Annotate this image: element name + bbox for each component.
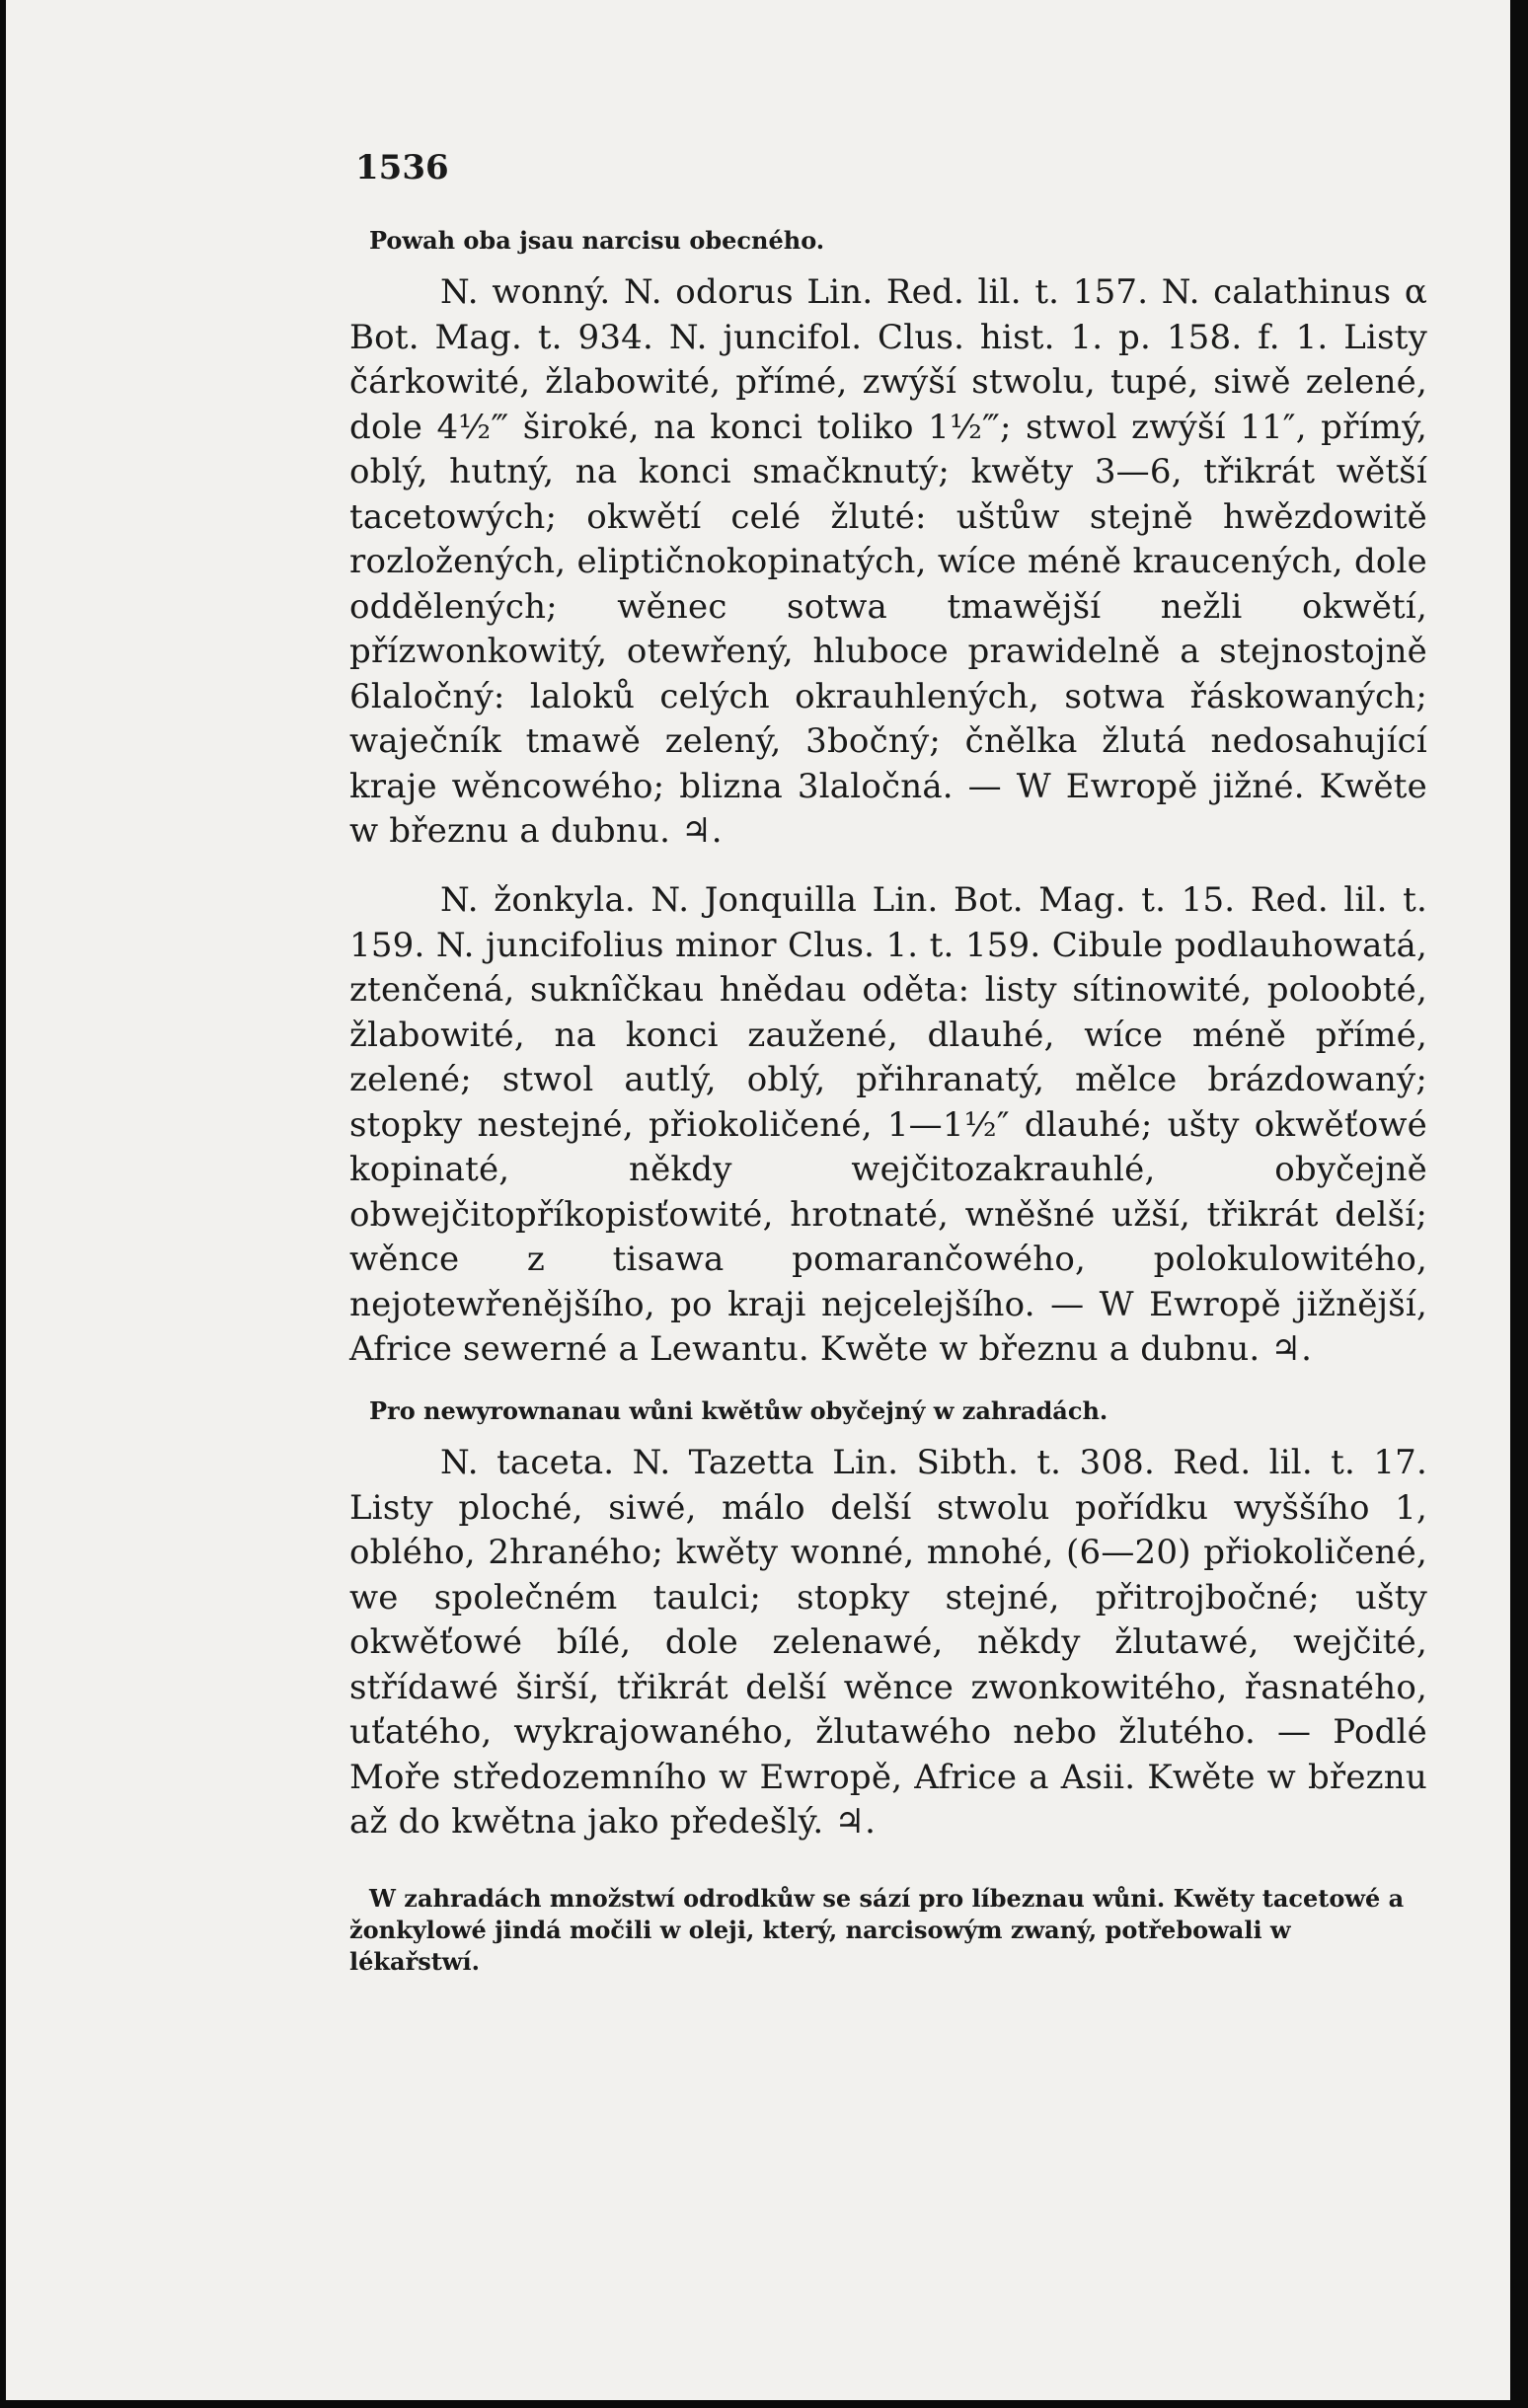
heading-note-text: Powah oba jsau narcisu obecného.	[369, 226, 825, 255]
entry-narcissus-jonquilla	[349, 878, 1427, 1373]
book-page	[6, 0, 1510, 2400]
heading-note	[349, 225, 1427, 257]
entry-text: N. žonkyla. N. Jonquilla Lin. Bot. Mag. t. 15. Red. lil. t. 159. N. juncifolius minor Clus. 1. t. 159. Cibule podlauhowatá, ztenčená, suknîčkau hnědau oděta: listy sítinowité, poloobté, žlabowité, na konci zaužené, dlauhé, wíce méně přímé, zelené; stwol autlý, oblý, přihranatý, mělce brázdowaný; stopky nestejné, přiokoličené, 1—1½″ dlauhé; ušty okwěťowé kopinaté, někdy wejčitozakrauhlé, obyčejně obwejčitopříkopisťowité, hrotnaté, wněšné užší, třikrát delší; wěnce z tisawa pomarančowého, polokulowitého, nejotewřenějšího, po kraji nejcelejšího. — W Ewropě jižnější, Africe sewerné a Lewantu. Kwěte w březnu a dubnu. ♃.	[349, 880, 1427, 1369]
footer-note	[349, 1883, 1427, 1978]
middle-note-text: Pro newyrownanau wůni kwětůw obyčejný w zahradách.	[369, 1396, 1108, 1425]
entry-text: N. wonný. N. odorus Lin. Red. lil. t. 157. N. calathinus α Bot. Mag. t. 934. N. juncifol. Clus. hist. 1. p. 158. f. 1. Listy čárkowité, žlabowité, přímé, zwýší stwolu, tupé, siwě zelené, dole 4½‴ široké, na konci toliko 1½‴; stwol zwýší 11″, přímý, oblý, hutný, na konci smačknutý; kwěty 3—6, třikrát wětší tacetowých; okwětí celé žluté: uštůw stejně hwězdowitě rozložených, eliptičnokopinatých, wíce méně kraucených, dole oddělených; wěnec sotwa tmawější nežli okwětí, přízwonkowitý, otewřený, hluboce prawidelně a stejnostojně 6laločný: laloků celých okrauhlených, sotwa řáskowaných; waječník tmawě zelený, 3bočný; čnělka žlutá nedosahující kraje wěncowého; blizna 3laločná. — W Ewropě jižné. Kwěte w březnu a dubnu. ♃.	[349, 272, 1427, 851]
entry-narcissus-tazetta	[349, 1441, 1427, 1845]
entry-text: N. taceta. N. Tazetta Lin. Sibth. t. 308. Red. lil. t. 17. Listy ploché, siwé, málo delší stwolu pořídku wyššího 1, oblého, 2hraného; kwěty wonné, mnohé, (6—20) přiokoličené, we společném taulci; stopky stejné, přitrojbočné; ušty okwěťowé bílé, dole zelenawé, někdy žlutawé, wejčité, střídawé širší, třikrát delší wěnce zwonkowitého, řasnatého, uťatého, wykrajowaného, žlutawého nebo žlutého. — Podlé Moře středozemního w Ewropě, Africe a Asii. Kwěte w březnu až do kwětna jako předešlý. ♃.	[349, 1443, 1427, 1842]
middle-note	[349, 1395, 1427, 1427]
footer-note-text: W zahradách množstwí odrodkůw se sází pro líbeznau wůni. Kwěty tacetowé a žonkylowé jindá močili w oleji, který, narcisowým zwaný, potřebowali w lékařstwí.	[349, 1884, 1405, 1976]
page-number: 1536	[355, 148, 449, 188]
entry-narcissus-odorus	[349, 270, 1427, 855]
